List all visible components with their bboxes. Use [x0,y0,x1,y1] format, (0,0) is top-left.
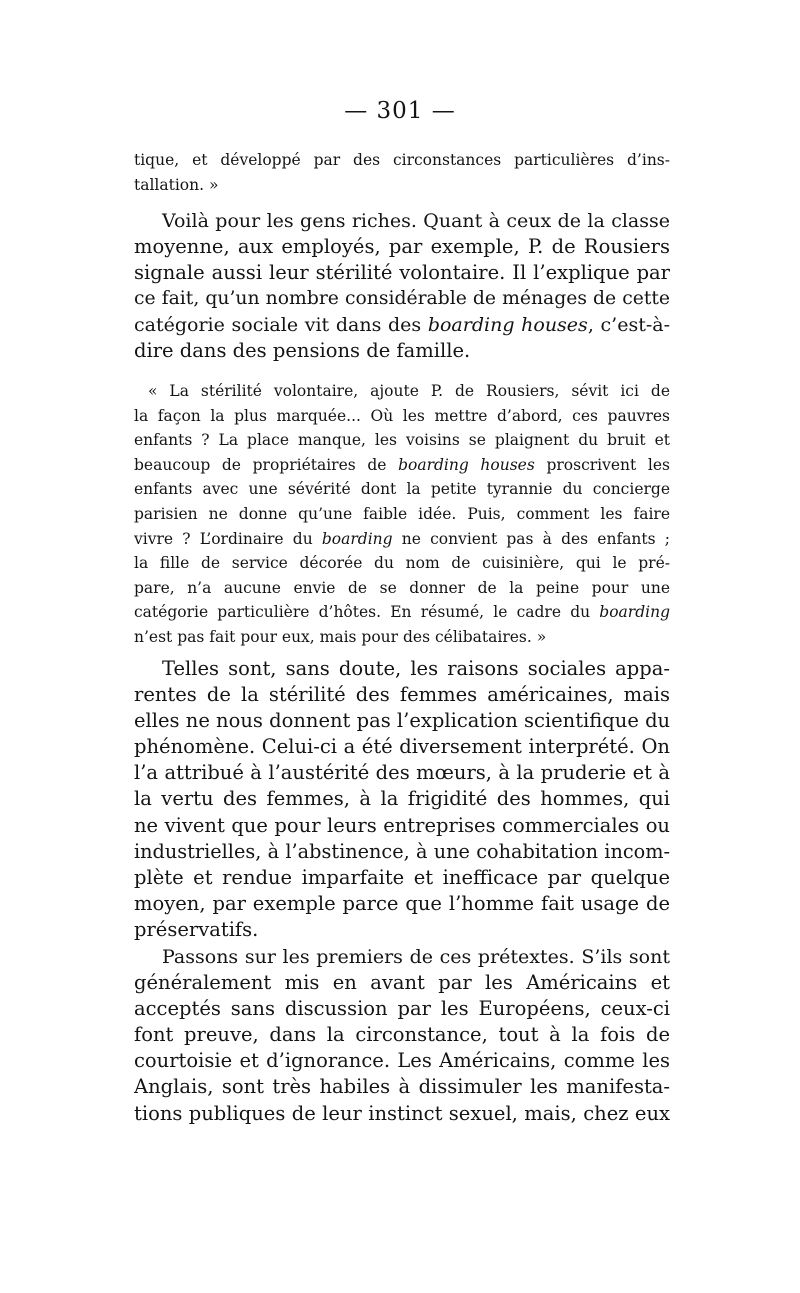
text-line: elles ne nous donnent pas l’explication scientifique du [134,709,670,733]
text-line: tions publiques de leur instinct sexuel, mais, chez eux [134,1101,670,1125]
text-line: ce fait, qu’un nombre considérable de ménages de cette [134,288,670,310]
text-line: préservatifs. [134,917,259,941]
text-line: phénomène. Celui-ci a été diversement interprété. On [134,735,670,759]
text-line: Anglais, sont très habiles à dissimuler les manifesta- [134,1075,670,1099]
text-line: beaucoup de propriétaires de boarding houses proscrivent les [134,455,670,474]
paragraph [134,944,670,1127]
text-line: vivre ? L’ordinaire du boarding ne convient pas à des enfants ; [134,529,670,548]
text-line: la fille de service décorée du nom de cuisinière, qui le pré- [134,554,670,573]
text-line: l’a attribué à l’austérité des mœurs, à la pruderie et à [134,761,670,785]
text-line: catégorie sociale vit dans des boarding houses, c’est-à- [134,314,670,337]
paragraph [134,208,670,365]
block-quote [134,379,670,650]
text-line: « La stérilité volontaire, ajoute P. de Rousiers, sévit ici de [148,382,670,400]
text-line: généralement mis en avant par les Américains et [134,971,670,995]
text-line: la façon la plus marquée... Où les mettre d’abord, ces pauvres [134,406,670,425]
text-line: acceptés sans discussion par les Européens, ceux-ci [134,997,670,1021]
text-line: font preuve, dans la circonstance, tout à la fois de [134,1023,670,1047]
text-line: moyenne, aux employés, par exemple, P. de Rousiers [134,235,670,259]
paragraph [134,656,670,943]
text-line: rentes de la stérilité des femmes américaines, mais [134,683,670,707]
page-number: — 301 — [344,98,456,124]
text-line: la vertu des femmes, à la frigidité des hommes, qui [134,787,670,811]
text-line: pare, n’a aucune envie de se donner de la peine pour une [134,578,670,597]
text-line: moyen, par exemple parce que l’homme fait usage de [134,891,670,915]
text-line: plète et rendue imparfaite et inefficace par quelque [134,865,670,889]
text-line: ne vivent que pour leurs entreprises commerciales ou [134,813,670,837]
text-line: Voilà pour les gens riches. Quant à ceux de la classe [162,210,670,232]
text-line: tallation. » [134,175,219,194]
text-line: signale aussi leur stérilité volontaire. Il l’explique par [134,261,670,285]
continued-quote [134,148,670,197]
text-line: enfants avec une sévérité dont la petite tyrannie du concierge [134,480,670,499]
text-line: n’est pas fait pour eux, mais pour des célibataires. » [134,627,547,646]
text-line: parisien ne donne qu’une faible idée. Puis, comment les faire [134,504,670,523]
text-line: Telles sont, sans doute, les raisons sociales appa- [162,657,670,680]
text-line: dire dans des pensions de famille. [134,339,471,363]
text-line: Passons sur les premiers de ces prétextes. S’ils sont [162,946,670,968]
text-line: industrielles, à l’abstinence, à une cohabitation incom- [134,839,670,863]
text-line: tique, et développé par des circonstances particulières d’ins- [134,151,670,169]
text-line: catégorie particulière d’hôtes. En résumé, le cadre du boarding [134,603,670,622]
text-line: enfants ? La place manque, les voisins se plaignent du bruit et [134,431,670,450]
text-line: courtoisie et d’ignorance. Les Américains, comme les [134,1049,670,1073]
